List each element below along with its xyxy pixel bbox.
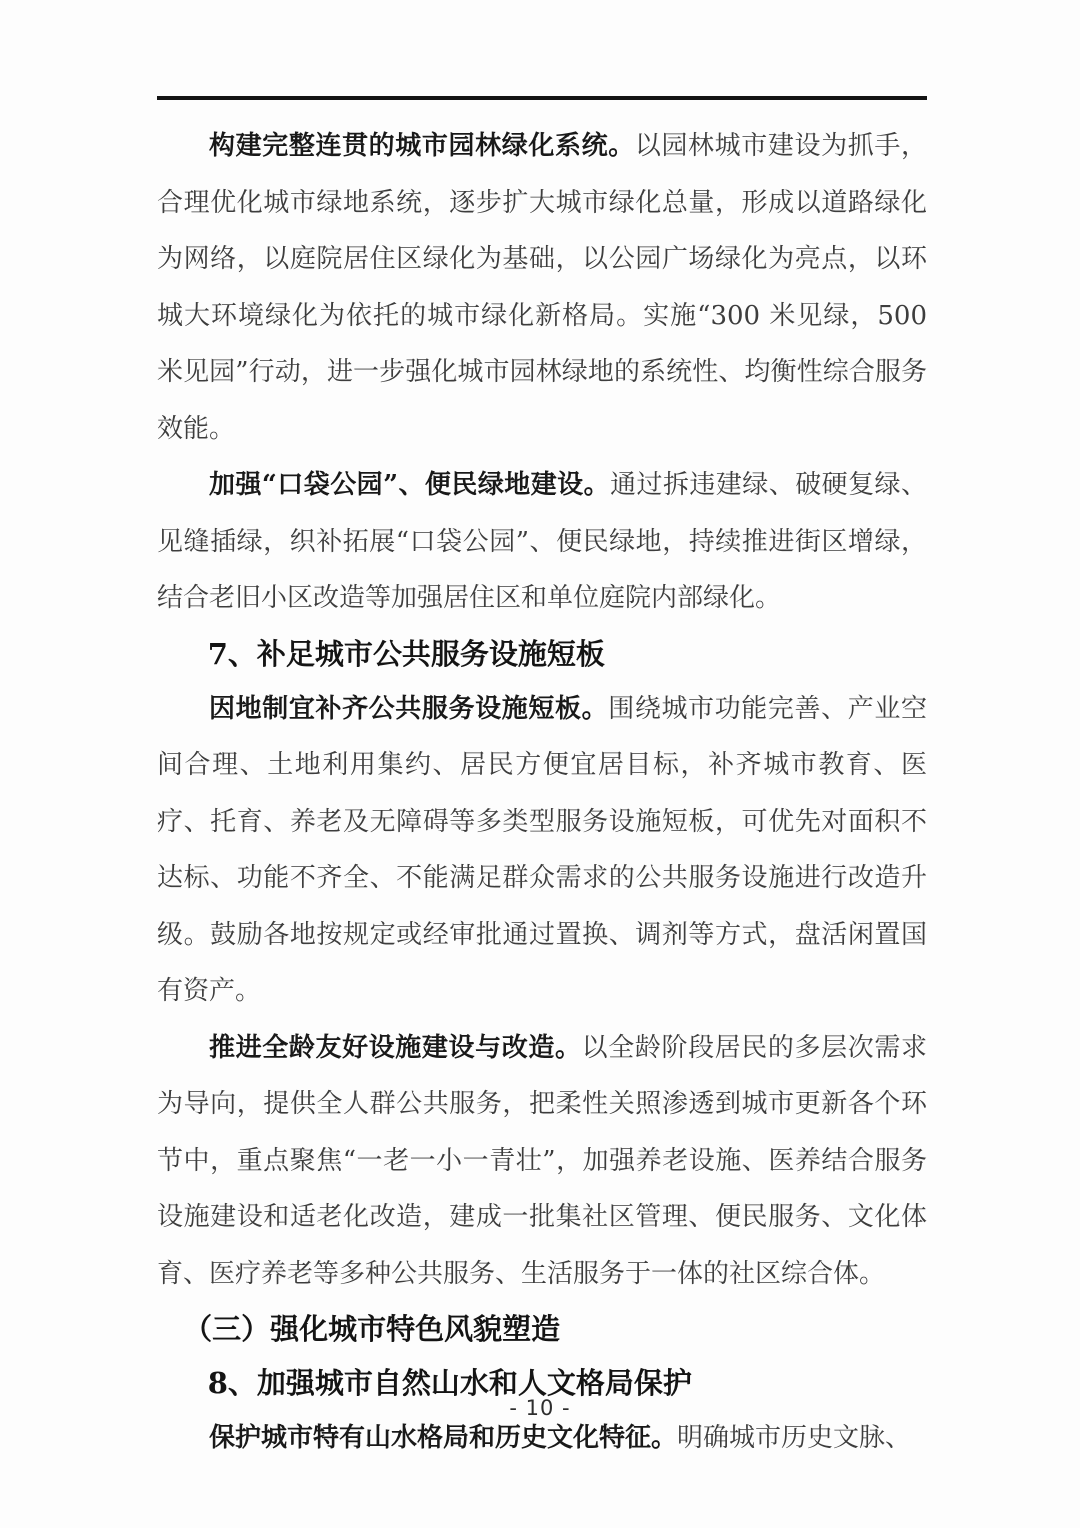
paragraph-lead: 保护城市特有山水格局和历史文化特征。 <box>209 1423 678 1453</box>
paragraph-lead: 加强“口袋公园”、便民绿地建设。 <box>209 470 611 500</box>
header-rule <box>157 96 927 100</box>
paragraph-body: 围绕城市功能完善、产业空间合理、土地利用集约、居民方便宜居目标，补齐城市教育、医疗、托育、养老及无障碍等多类型服务设施短板，可优先对面积不达标、功能不齐全、不能满足群众需求的公共服务设施进行改造升级。鼓励各地按规定或经审批通过置换、调剂等方式，盘活闲置国有资产。 <box>157 693 927 1006</box>
paragraph-green-system <box>157 118 927 457</box>
section-heading-part3: （三）强化城市特色风貌塑造 <box>183 1312 561 1346</box>
paragraph-all-age-facilities <box>157 1020 927 1303</box>
paragraph-lead: 因地制宜补齐公共服务设施短板。 <box>209 693 609 724</box>
page-number: - 10 - <box>509 1396 571 1420</box>
paragraph-body: 明确城市历史文脉、 <box>677 1423 912 1453</box>
paragraph-lead: 推进全龄友好设施建设与改造。 <box>209 1032 582 1063</box>
section-heading-7: 7、补足城市公共服务设施短板 <box>207 636 605 671</box>
paragraph-lead: 构建完整连贯的城市园林绿化系统。 <box>209 131 635 161</box>
paragraph-body: 以全龄阶段居民的多层次需求为导向，提供全人群公共服务，把柔性关照渗透到城市更新各个环节中，重点聚焦“一老一小一青壮”，加强养老设施、医养结合服务设施建设和适老化改造，建成一批集社区管理、便民服务、文化体育、医疗养老等多种公共服务、生活服务于一体的社区综合体。 <box>157 1032 927 1289</box>
section-heading-8: 8、加强城市自然山水和人文格局保护 <box>207 1366 692 1400</box>
paragraph-pocket-parks <box>157 457 927 627</box>
paragraph-public-services <box>157 681 927 1020</box>
document-content <box>157 118 927 1467</box>
paragraph-body: 以园林城市建设为抓手，合理优化城市绿地系统，逐步扩大城市绿化总量，形成以道路绿化为网络，以庭院居住区绿化为基础，以公园广场绿化为亮点，以环城大环境绿化为依托的城市绿化新格局。实施“300 米见绿，500 米见园”行动，进一步强化城市园林绿地的系统性、均衡性综合服务效能。 <box>157 131 927 444</box>
paragraph-body: 通过拆违建绿、破硬复绿、见缝插绿，织补拓展“口袋公园”、便民绿地，持续推进街区增绿，结合老旧小区改造等加强居住区和单位庭院内部绿化。 <box>157 470 927 613</box>
